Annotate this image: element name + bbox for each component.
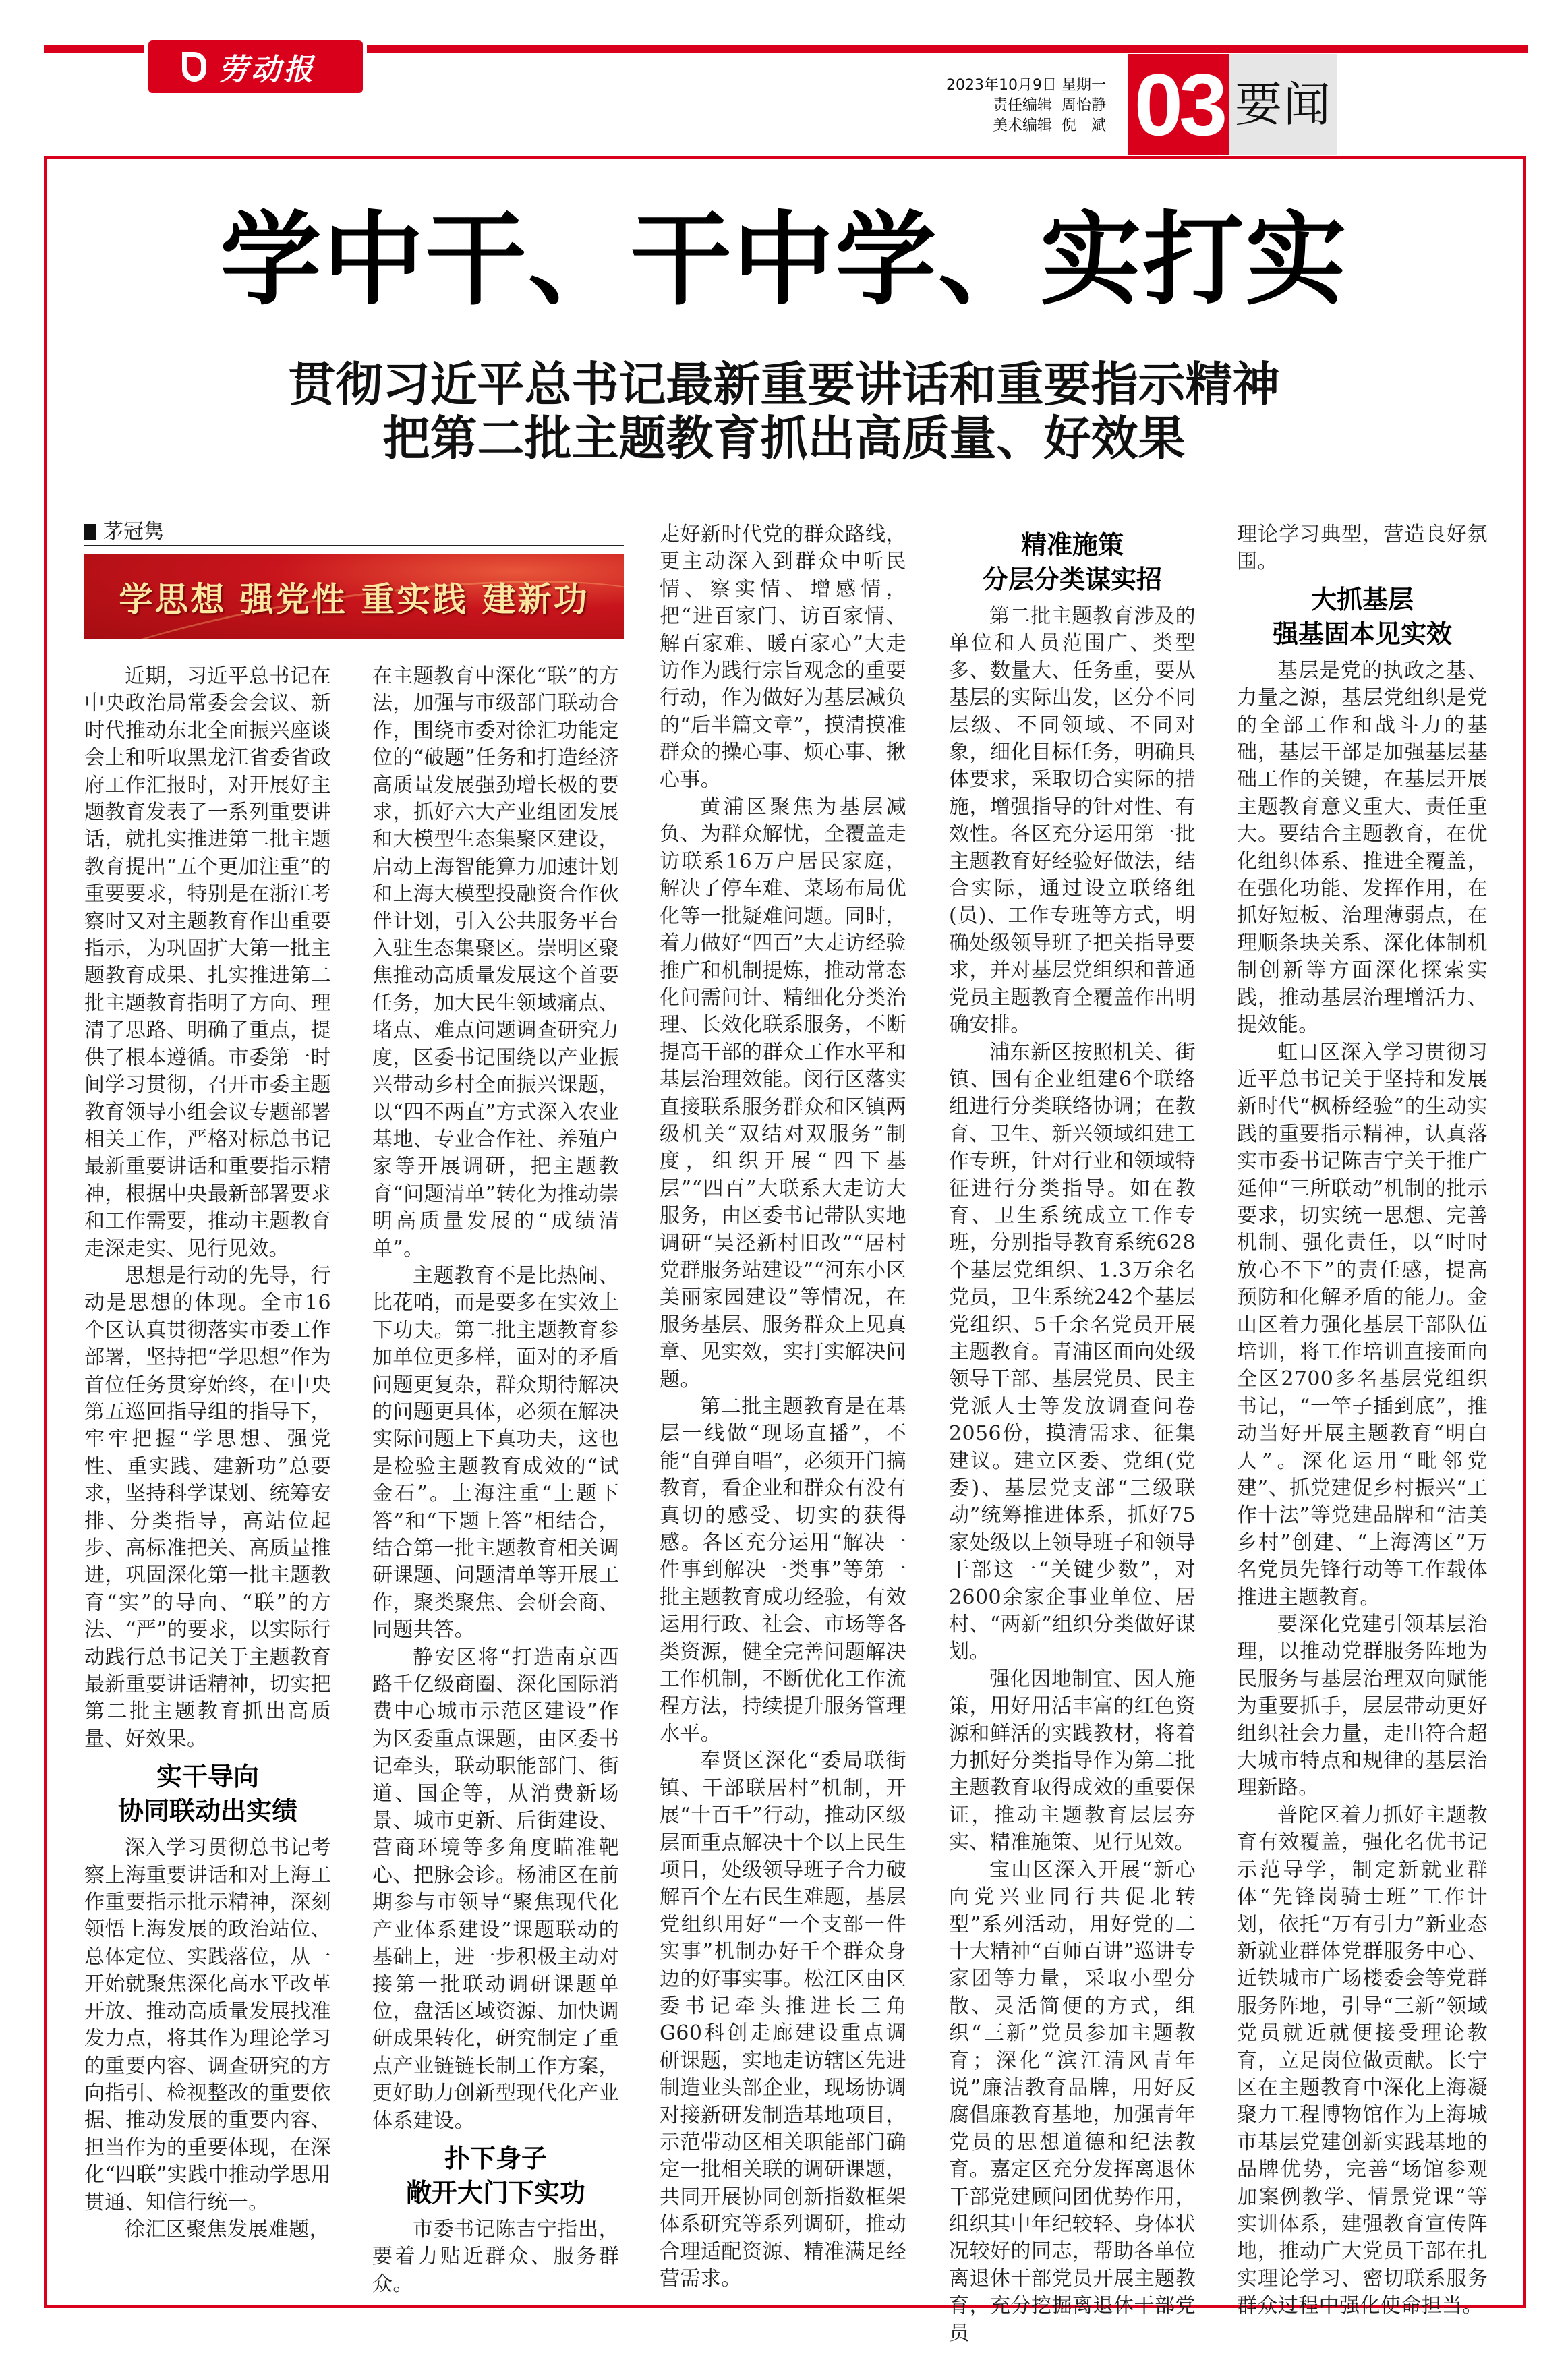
byline xyxy=(84,521,624,546)
logo-icon xyxy=(182,52,206,82)
paragraph: 奉贤区深化“委局联街镇、干部联居村”机制，开展“十百千”行动，推动区级层面重点解决十个以上民生项目，处级领导班子合力破解百个左右民生难题，基层党组织用好“一个支部一件实事”机制办好千个群众身边的好事实事。松江区由区委书记牵头推进长三角G60科创走廊建设重点调研课题，实地走访辖区先进制造业头部企业，现场协调对接新研发制造基地项目，示范带动区相关职能部门确定一批相关联的调研课题，共同开展协同创新指数框架体系研究等系列调研，推动合理适配资源、精准满足经营需求。 xyxy=(660,1749,906,2291)
subheading xyxy=(84,1753,331,1835)
article-column-1 xyxy=(84,663,331,2243)
newspaper-logo[interactable] xyxy=(148,40,363,93)
subheadline-line-2: 把第二批主题教育抓出高质量、好效果 xyxy=(382,410,1186,466)
art-editor-name: 倪 斌 xyxy=(1061,117,1106,134)
article-column-4 xyxy=(949,521,1196,2347)
subheading-line: 敞开大门下实功 xyxy=(405,2177,585,2208)
paragraph: 基层是党的执政之基、力量之源，基层党组织是党的全部工作和战斗力的基础，基层干部是加强基层基础工作的关键，在基层开展主题教育意义重大、责任重大。要结合主题教育，在优化组织体系、推进全覆盖，在强化功能、发挥作用，在抓好短板、治理薄弱点，在理顺条块关系、深化体制机制创新等方面深化探索实践，推动基层治理增活力、提效能。 xyxy=(1237,658,1488,1037)
paragraph: 徐汇区聚焦发展难题， xyxy=(125,2217,330,2241)
paragraph: 市委书记陈吉宁指出，要着力贴近群众、服务群众。 xyxy=(372,2217,619,2296)
subheading-line: 扑下身子 xyxy=(444,2142,547,2173)
paragraph: 主题教育不是比热闹、比花哨，而是要多在实效上下功夫。第二批主题教育参加单位更多样，面对的矛盾问题更复杂，群众期待解决的问题更具体，必须在解决实际问题上下真功夫，这也是检验主题教育成效的“试金石”。上海注重“上题下答”和“下题上答”相结合，结合第一批主题教育相关调研课题、问题清单等开展工作，聚类聚焦、会研会商、同题共答。 xyxy=(372,1263,619,1642)
paragraph: 第二批主题教育是在基层一线做“现场直播”，不能“自弹自唱”，必须开门搞教育，看企业和群众有没有真切的感受、切实的获得感。各区充分运用“解决一件事到解决一类事”等第一批主题教育成功经验，有效运用行政、社会、市场等各类资源，健全完善问题解决工作机制，不断优化工作流程方法，持续提升服务管理水平。 xyxy=(660,1395,906,1746)
subheading xyxy=(1237,576,1488,658)
paragraph: 深入学习贯彻总书记考察上海重要讲话和对上海工作重要指示批示精神，深刻领悟上海发展的政治站位、总体定位、实践落位，从一开始就聚焦深化高水平改革开放、推动高质量发展找准发力点，将其作为理论学习的重要内容、调查研究的方向指引、检视整改的重要依据、推动发展的重要内容、担当作为的重要体现，在深化“四联”实践中推动学思用贯通、知信行统一。 xyxy=(84,1836,331,2214)
editor-row xyxy=(946,96,1106,116)
editor-name: 周怡静 xyxy=(1061,97,1106,114)
subheading-line: 精准施策 xyxy=(1020,529,1124,560)
headline: 学中干、干中学、实打实 xyxy=(220,200,1348,319)
subheading-line: 协同联动出实绩 xyxy=(117,1795,297,1827)
logo-text: 劳动报 xyxy=(219,53,316,87)
subheading xyxy=(372,2135,619,2216)
paragraph: 黄浦区聚焦为基层减负、为群众解忧，全覆盖走访联系16万户居民家庭，解决了停车难、菜场布局优化等一批疑难问题。同时，着力做好“四百”大走访经验推广和机制提炼，推动常态化问需问计、精细化分类治理、长效化联系服务，不断提高干部的群众工作水平和基层治理效能。闵行区落实直接联系服务群众和区镇两级机关“双结对双服务”制度，组织开展“四下基层”“四百”大联系大走访大服务，由区委书记带队实地调研“吴泾新村旧改”“居村党群服务站建设”“河东小区美丽家园建设”等情况，在服务基层、服务群众上见真章、见实效，实打实解决问题。 xyxy=(660,795,906,1391)
paragraph: 虹口区深入学习贯彻习近平总书记关于坚持和发展新时代“枫桥经验”的生动实践的重要指示精神，认真落实市委书记陈吉宁关于推广延伸“三所联动”机制的批示要求，切实统一思想、完善机制、强化责任，以“时时放心不下”的责任感，提高预防和化解矛盾的能力。金山区着力强化基层干部队伍培训，将工作培训直接面向全区2700多名基层党组织书记，“一竿子插到底”，推动当好开展主题教育“明白人”。深化运用“毗邻党建”、抓党建促乡村振兴“工作十法”等党建品牌和“洁美乡村”创建、“上海湾区”万名党员先锋行动等工作载体推进主题教育。 xyxy=(1237,1040,1488,1609)
section-label: 要闻 xyxy=(1229,54,1337,155)
paragraph: 理论学习典型，营造良好氛围。 xyxy=(1237,523,1488,574)
paragraph: 宝山区深入开展“新心向党兴业同行共促北转型”系列活动，用好党的二十大精神“百师百讲”巡讲专家团等力量，采取小型分散、灵活简便的方式，组织“三新”党员参加主题教育；深化“滨江清风青年说”廉洁教育品牌，用好反腐倡廉教育基地，加强青年党员的思想道德和纪法教育。嘉定区充分发挥离退休干部党建顾问团优势作用，组织其中年纪较轻、身体状况较好的同志，帮助各单位离退休干部党员开展主题教育，充分挖掘离退休干部党员 xyxy=(949,1858,1196,2345)
paragraph: 走好新时代党的群众路线，更主动深入到群众中听民情、察实情、增感情，把“进百家门、访百家情、解百家难、暖百家心”大走访作为践行宗旨观念的重要行动，作为做好为基层减负的“后半篇文章”，摸清摸准群众的操心事、烦心事、揪心事。 xyxy=(660,523,906,792)
art-editor-row xyxy=(946,116,1106,136)
paragraph: 第二批主题教育涉及的单位和人员范围广、类型多、数量大、任务重，要从基层的实际出发，区分不同层级、不同领域、不同对象，细化目标任务，明确具体要求，采取切合实际的措施，增强指导的针对性、有效性。各区充分运用第一批主题教育好经验好做法，结合实际，通过设立联络组(员)、工作专班等方式，明确处级领导班子把关指导要求，并对基层党组织和普通党员主题教育全覆盖作出明确安排。 xyxy=(949,604,1196,1037)
page-number: 03 xyxy=(1128,54,1229,155)
subheading-line: 强基固本见实效 xyxy=(1272,618,1452,649)
paragraph: 要深化党建引领基层治理，以推动党群服务阵地为民服务与基层治理双向赋能为重要抓手，层层带动更好组织社会力量，走出符合超大城市特点和规律的基层治理新路。 xyxy=(1237,1613,1488,1800)
byline-square-icon xyxy=(84,524,96,540)
issue-meta xyxy=(946,76,1106,136)
paragraph: 近期，习近平总书记在中央政治局常委会会议、新时代推动东北全面振兴座谈会上和听取黑龙江省委省政府工作汇报时，对开展好主题教育发表了一系列重要讲话，就扎实推进第二批主题教育提出“五个更加注重”的重要要求，特别是在浙江考察时又对主题教育作出重要指示，为巩固扩大第一批主题教育成果、扎实推进第二批主题教育指明了方向、理清了思路、明确了重点，提供了根本遵循。市委第一时间学习贯彻，召开市委主题教育领导小组会议专题部署相关工作，严格对标总书记最新重要讲话和重要指示精神，根据中央最新部署要求和工作需要，推动主题教育走深走实、见行见效。 xyxy=(84,664,331,1261)
issue-date: 2023年10月9日 星期一 xyxy=(946,77,1106,94)
editor-label: 责任编辑 xyxy=(992,97,1052,114)
subheading-line: 大抓基层 xyxy=(1310,583,1414,614)
subheadline-line-1: 贯彻习近平总书记最新重要讲话和重要指示精神 xyxy=(288,356,1280,412)
subheading-line: 分层分类谋实招 xyxy=(982,564,1162,594)
article-column-3 xyxy=(660,521,906,2293)
subheading-line: 实干导向 xyxy=(156,1761,259,1792)
paragraph: 浦东新区按照机关、街镇、国有企业组建6个联络组进行分类联络协调；在教育、卫生、新兴领域组建工作专班，针对行业和领域特征进行分类指导。如在教育、卫生系统成立工作专班，分别指导教育系统628个基层党组织、1.3万余名党员，卫生系统242个基层党组织、5千余名党员开展主题教育。青浦区面向处级领导干部、基层党员、民主党派人士等发放调查问卷2056份，摸清需求、征集建议。建立区委、党组(党委)、基层党支部“三级联动”统筹推进体系，抓好75家处级以上领导班子和领导干部这一“关键少数”，对2600余家企事业单位、居村、“两新”组织分类做好谋划。 xyxy=(949,1040,1196,1664)
paragraph: 在主题教育中深化“联”的方法，加强与市级部门联动合作，围绕市委对徐汇功能定位的“破题”任务和打造经济高质量发展强劲增长极的要求，抓好六大产业组团发展和大模型生态集聚区建设，启动上海智能算力加速计划和上海大模型投融资合作伙伴计划，引入公共服务平台入驻生态集聚区。崇明区聚焦推动高质量发展这个首要任务，加大民生领域痛点、堵点、难点问题调查研究力度，区委书记围绕以产业振兴带动乡村全面振兴课题，以“四不两直”方式深入农业基地、专业合作社、养殖户家等开展调研，把主题教育“问题清单”转化为推动崇明高质量发展的“成绩清单”。 xyxy=(372,664,619,1261)
paragraph: 思想是行动的先导，行动是思想的体现。全市16个区认真贯彻落实市委工作部署，坚持把“学思想”作为首位任务贯穿始终，在中央第五巡回指导组的指导下，牢牢把握“学思想、强党性、重实践、建新功”总要求，坚持科学谋划、统筹安排、分类指导，高站位起步、高标准把关、高质量推进，巩固深化第一批主题教育“实”的导向、“联”的方法、“严”的要求，以实际行动践行总书记关于主题教育最新重要讲话精神，切实把第二批主题教育抓出高质量、好效果。 xyxy=(84,1263,331,1751)
paragraph: 静安区将“打造南京西路千亿级商圈、深化国际消费中心城市示范区建设”作为区委重点课题，由区委书记牵头，联动职能部门、街道、国企等，从消费新场景、城市更新、后街建设、营商环境等多角度瞄准靶心、把脉会诊。杨浦区在前期参与市领导“聚焦现代化产业体系建设”课题联动的基础上，进一步积极主动对接第一批联动调研课题单位，盘活区域资源、加快调研成果转化，研究制定了重点产业链链长制工作方案，更好助力创新型现代化产业体系建设。 xyxy=(372,1645,619,2133)
subheading xyxy=(949,521,1196,603)
theme-banner xyxy=(84,554,624,639)
paragraph: 强化因地制宜、因人施策，用好用活丰富的红色资源和鲜活的实践教材，将着力抓好分类指导作为第二批主题教育取得成效的重要保证，推动主题教育层层夯实、精准施策、见行见效。 xyxy=(949,1667,1196,1855)
author-name: 茅冠隽 xyxy=(103,520,164,544)
article-column-2 xyxy=(372,663,619,2298)
article-column-5 xyxy=(1237,521,1488,2320)
paragraph: 普陀区着力抓好主题教育有效覆盖，强化名优书记示范导学，制定新就业群体“先锋岗骑士班”工作计划，依托“万有引力”新业态新就业群体党群服务中心、近铁城市广场楼委会等党群服务阵地，引导“三新”领域党员就近就便接受理论教育，立足岗位做贡献。长宁区在主题教育中深化上海凝聚力工程博物馆作为上海城市基层党建创新实践基地的品牌优势，完善“场馆参观加案例教学、情景党课”等实训体系，建强教育宣传阵地，推动广大党员干部在扎实理论学习、密切联系服务群众过程中强化使命担当。 xyxy=(1237,1803,1488,2318)
banner-text: 学思想 强党性 重实践 建新功 xyxy=(119,580,589,619)
art-editor-label: 美术编辑 xyxy=(992,117,1052,134)
